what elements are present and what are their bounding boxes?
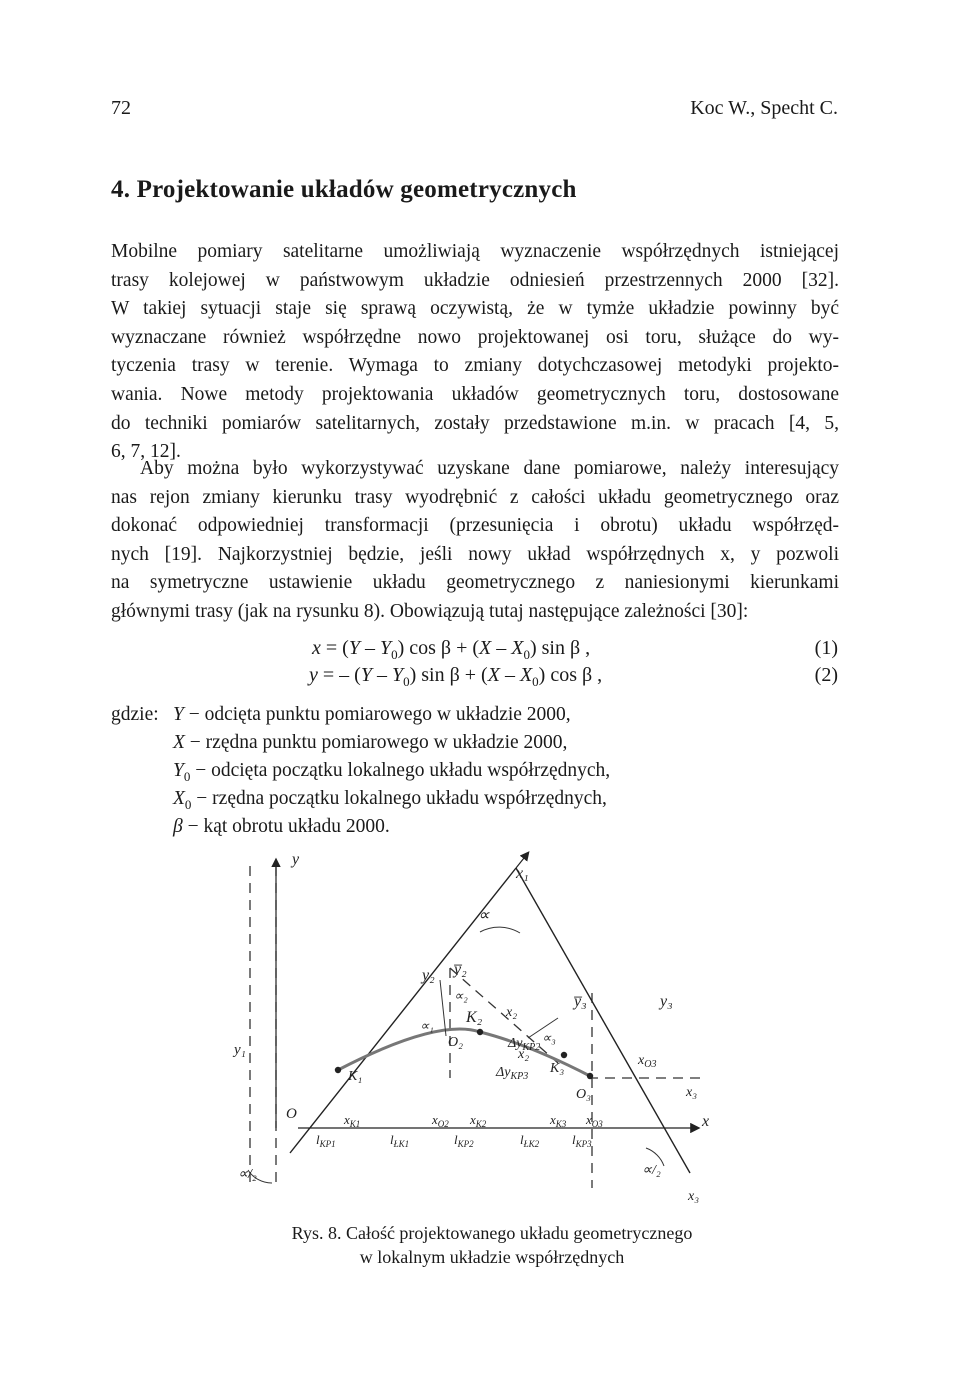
label-alpha: ∝ — [478, 907, 490, 924]
axis-y2-line — [440, 980, 446, 1036]
point-K3 — [561, 1052, 567, 1058]
legend-subscript: 0 — [183, 768, 191, 784]
label-l-lk2-main: l — [520, 1132, 524, 1147]
label-x-o3-main: x — [638, 1053, 645, 1068]
label-l-kp3-main: l — [572, 1132, 576, 1147]
page-number: 72 — [111, 97, 131, 119]
label-K3: K₃ — [550, 1061, 565, 1076]
section-title: 4. Projektowanie układów geometrycznych — [111, 176, 577, 203]
label-x-k2-sub: K2 — [475, 1119, 487, 1129]
text-line: dokonać odpowiedniej transformacji (przesunięcia i obrotu) układu współrzęd- — [111, 515, 839, 537]
label-x2-upper: x₂ — [506, 1005, 518, 1020]
label-x3-lower: x₃ — [688, 1189, 700, 1204]
text-line: nas rejon zmiany kierunku trasy wyodrębnić z całości układu geometrycznego oraz — [111, 486, 839, 508]
legend-text: kąt obrotu układu 2000. — [203, 816, 390, 837]
text-line: nych [19]. Najkorzystniej będzie, jeśli nowy układ współrzędnych x, y pozwoli — [111, 543, 839, 565]
label-x-o3-axis-main: x — [586, 1112, 592, 1127]
legend-item-beta: β − kąt obrotu układu 2000. — [173, 816, 390, 837]
label-l-kp3 — [572, 1132, 592, 1149]
label-x-o3-sub: O3 — [644, 1059, 657, 1070]
figure-caption-line-1: Rys. 8. Całość projektowanego układu geometrycznego — [291, 1223, 693, 1243]
label-dy-kp3-sub: KP3 — [510, 1071, 529, 1082]
label-x-k2 — [469, 1112, 487, 1129]
label-x-o2 — [431, 1112, 449, 1129]
label-l-kp1-sub: KP1 — [319, 1139, 336, 1149]
label-l-kp1-main: l — [316, 1132, 320, 1147]
label-x-k3-main: x — [550, 1112, 556, 1127]
direction-line-right — [516, 868, 690, 1173]
legend-item-x: X − rzędna punktu pomiarowego w układzie 2000, — [173, 732, 568, 753]
text-line: 6, 7, 12]. — [111, 441, 181, 463]
paragraph-1 — [111, 238, 839, 467]
label-l-kp2-sub: KP2 — [457, 1139, 474, 1149]
label-l-kp2 — [454, 1132, 474, 1149]
label-y2bar: y̅₂ — [454, 961, 467, 978]
angle-arc-alpha — [480, 927, 520, 933]
equation-number-1: (1) — [814, 637, 838, 659]
equation-2: y = – $(Y - Y_0)$ $\sin \beta + (X - X_0)$ cos β , — [309, 664, 603, 689]
text-line: wania. Nowe metody projektowania układów geometrycznych toru, dostosowane — [111, 383, 839, 405]
geometry-figure — [228, 848, 728, 1208]
label-x1: x₁ — [516, 865, 529, 882]
label-half-alpha-left: ∝/₂ — [238, 1167, 257, 1182]
label-x-o3 — [637, 1053, 656, 1070]
label-dy-kp2-sub: KP2 — [522, 1042, 541, 1053]
point-O3 — [587, 1073, 593, 1079]
label-l-lk1 — [390, 1132, 409, 1149]
label-alpha2: ∝₂ — [454, 988, 468, 1003]
legend-item-x0: $X_0$ − rzędna początku lokalnego układu współrzędnych, — [173, 788, 607, 812]
label-l-lk1-sub: ŁK1 — [393, 1139, 410, 1149]
paragraph-2 — [111, 455, 839, 627]
text-line: tyczenia trasy w terenie. Wymaga to zmiany dotychczasowej metodyki projekto- — [111, 355, 839, 377]
label-y: y — [292, 851, 300, 868]
label-l-lk2 — [520, 1132, 540, 1149]
text-line: do techniki pomiarów satelitarnych, zostały przedstawione m.in. w pracach [4, 5, — [111, 412, 839, 434]
text-line: na symetryczne ustawienie układu geometrycznego z naniesionymi kierunkami — [111, 572, 839, 594]
label-y3: y₃ — [660, 993, 673, 1010]
label-l-kp2-main: l — [454, 1132, 458, 1147]
equation-number-2: (2) — [814, 664, 838, 686]
legend-text: odcięta początku lokalnego układu współrzędnych, — [211, 760, 611, 781]
label-x-k1-main: x — [344, 1112, 350, 1127]
label-alpha3: ∝₃ — [542, 1030, 556, 1045]
label-origin-O: O — [286, 1106, 297, 1122]
text-line: wyznaczane również współrzędne nowo projektowanej osi toru, służące do wy- — [111, 326, 839, 348]
text-line: W takiej sytuacji staje się sprawą oczywistą, że w tymże układzie powinny być — [111, 298, 839, 320]
label-x-o2-sub: O2 — [437, 1119, 449, 1129]
label-x-k3 — [549, 1112, 567, 1129]
running-head-authors: Koc W., Specht C. — [690, 97, 838, 119]
text-line: Mobilne pomiary satelitarne umożliwiają wyznaczenie współrzędnych istniejącej — [111, 241, 839, 262]
label-y3bar: y̅₃ — [574, 993, 587, 1010]
label-x-k2-main: x — [470, 1112, 476, 1127]
legend-symbol: X — [173, 732, 185, 753]
legend-item-y: Y − odcięta punktu pomiarowego w układzie 2000, — [173, 704, 571, 725]
legend-symbol: X — [173, 788, 185, 809]
legend-symbol: Y — [173, 704, 184, 725]
label-K1: K₁ — [348, 1069, 363, 1084]
text-line: Aby można było wykorzystywać uzyskane dane pomiarowe, należy interesujący — [140, 458, 839, 479]
legend-item-y0: $Y_0$ − odcięta początku lokalnego układu współrzędnych, — [173, 760, 611, 784]
label-l-kp1 — [316, 1132, 336, 1149]
label-l-lk1-main: l — [390, 1132, 394, 1147]
point-K2 — [477, 1029, 483, 1035]
legend-text: rzędna punktu pomiarowego w układzie 2000, — [205, 732, 568, 753]
label-alpha1: ∝₁ — [420, 1018, 434, 1033]
label-x-k1 — [343, 1112, 360, 1129]
label-half-alpha-right: ∝/₂ — [642, 1163, 661, 1178]
label-x: x — [702, 1113, 710, 1130]
label-x3-upper: x₃ — [686, 1085, 698, 1100]
label-x-o3-axis-sub: O3 — [591, 1119, 603, 1129]
label-dy-kp3 — [495, 1065, 528, 1082]
equation-1: $x = (Y - Y_0)$ $\cos \beta + (X - X_0)$ sin β , — [312, 637, 591, 662]
figure-caption-line-2: w lokalnym układzie współrzędnych — [359, 1247, 625, 1267]
label-l-lk2-sub: ŁK2 — [523, 1139, 540, 1149]
label-x2-lower: x₂ — [518, 1047, 530, 1062]
legend-subscript: 0 — [184, 796, 192, 812]
label-dy-kp3-main: Δy — [496, 1065, 511, 1080]
legend-intro: gdzie: — [111, 704, 159, 725]
label-x-o3-axis — [585, 1112, 603, 1129]
legend-text: odcięta punktu pomiarowego w układzie 2000, — [204, 704, 571, 725]
label-x-o2-main: x — [432, 1112, 438, 1127]
text-line: głównymi trasy (jak na rysunku 8). Obowiązują tutaj następujące zależności [30]: — [111, 600, 749, 622]
label-y1: y₁ — [234, 1042, 246, 1058]
label-l-kp3-sub: KP3 — [575, 1139, 592, 1149]
legend-symbol: Y — [173, 760, 184, 781]
label-y2: y₂ — [422, 967, 435, 984]
point-K1 — [335, 1067, 341, 1073]
text-line: trasy kolejowej w państwowym układzie odniesień przestrzennych 2000 [32]. — [111, 269, 839, 291]
legend-symbol: β — [173, 816, 183, 837]
label-dy-kp2-main: Δy — [508, 1036, 523, 1051]
label-x-k1-sub: K1 — [349, 1119, 361, 1129]
label-x-k3-sub: K3 — [555, 1119, 567, 1129]
legend-text: rzędna początku lokalnego układu współrzędnych, — [212, 788, 607, 809]
label-O2: O₂ — [448, 1035, 463, 1050]
label-O3: O₃ — [576, 1087, 591, 1102]
label-K2: K₂ — [466, 1009, 483, 1026]
